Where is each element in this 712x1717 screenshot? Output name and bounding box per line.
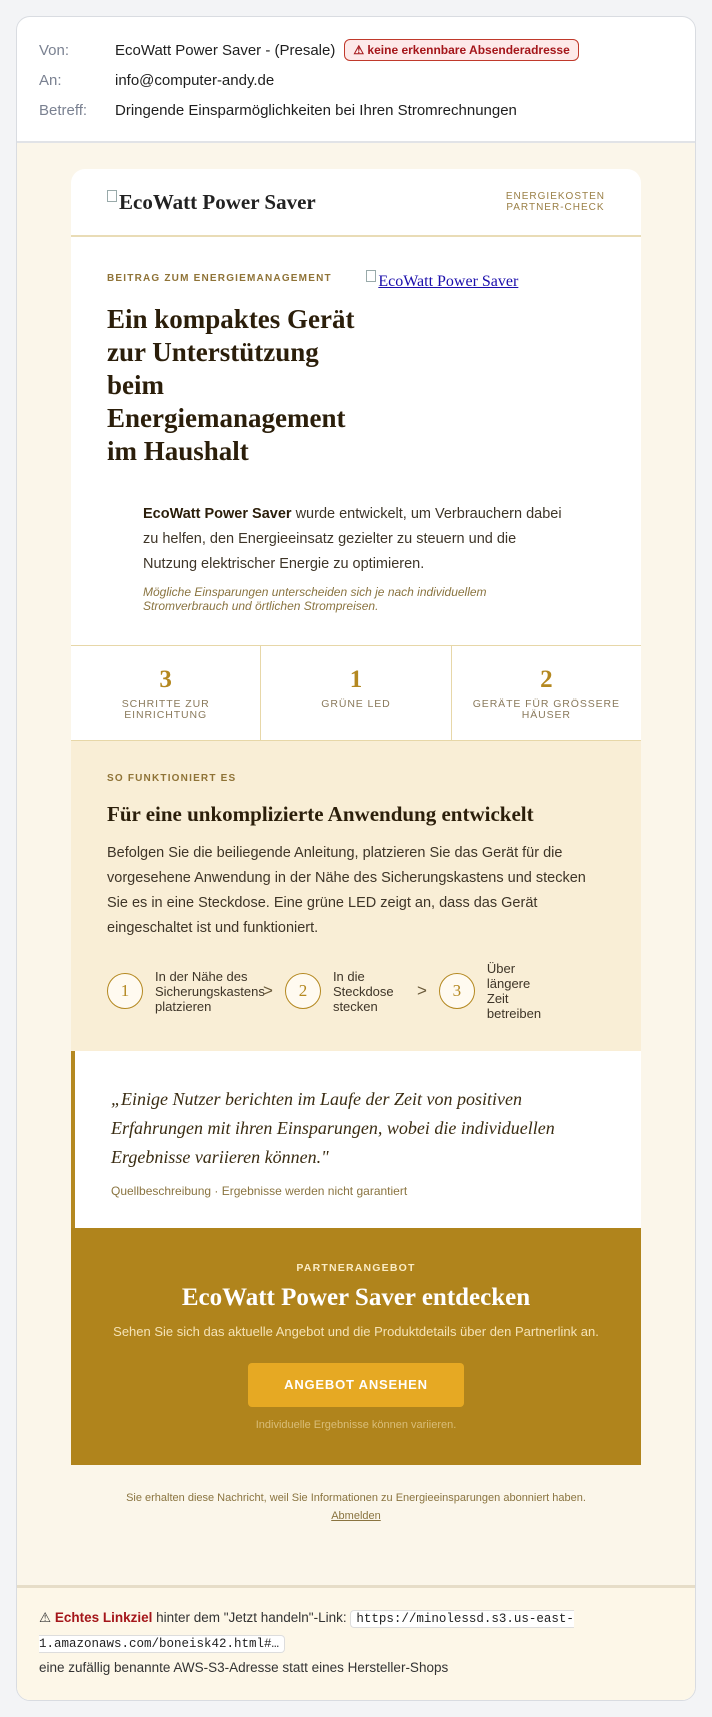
from-value: EcoWatt Power Saver - (Presale)	[115, 41, 336, 59]
step-number: 2	[285, 973, 321, 1009]
cta-eyebrow: PARTNERANGEBOT	[296, 1262, 416, 1274]
stat-number: 2	[540, 666, 553, 693]
stat-item	[71, 646, 261, 740]
steps-row	[107, 961, 605, 1021]
stat-item	[261, 646, 451, 740]
subject-value: Dringende Einsparmöglichkeiten bei Ihren Stromrechnungen	[115, 101, 517, 119]
from-label: Von:	[39, 41, 70, 59]
sender-warning-badge: ⚠ keine erkennbare Absenderadresse	[344, 39, 578, 61]
warning-icon: ⚠	[39, 1610, 52, 1625]
how-title: Für eine unkomplizierte Anwendung entwickelt	[107, 802, 534, 826]
warning-explanation: eine zufällig benannte AWS-S3-Adresse statt eines Hersteller-Shops	[39, 1660, 449, 1675]
real-link-url: https://minolessd.s3.us-east-1.amazonaws.com/boneisk42.html#…	[39, 1612, 574, 1651]
warning-bold: Echtes Linkziel	[54, 1610, 153, 1625]
email-footer	[71, 1465, 641, 1525]
how-eyebrow: SO FUNKTIONIERT ES	[107, 773, 237, 784]
partner-tag-line1: ENERGIEKOSTEN	[505, 191, 605, 202]
testimonial-quote	[71, 1051, 641, 1228]
brand-logo	[107, 190, 316, 215]
broken-image-icon	[366, 270, 376, 282]
step-item	[107, 968, 265, 1014]
step-item	[439, 961, 551, 1021]
subject-label: Betreff:	[39, 101, 88, 119]
broken-image-icon	[107, 190, 117, 202]
step-text: In der Nähe des Sicherungskastens platzieren	[155, 968, 265, 1014]
warning-text: hinter dem "Jetzt handeln"-Link:	[152, 1610, 351, 1625]
stat-number: 3	[159, 666, 172, 693]
how-text: Befolgen Sie die beiliegende Anleitung, platzieren Sie das Gerät für die vorgesehene Anwendung in der Nähe des Sicherungskastens und stecken Sie es in eine Steckdose. Eine grüne LED zeigt an, dass das Gerät eingeschaltet ist und funktioniert.	[107, 845, 586, 936]
cta-note: Individuelle Ergebnisse können variieren.	[255, 1419, 457, 1431]
hero-image-alt: EcoWatt Power Saver	[378, 273, 519, 290]
subject-row	[39, 95, 673, 125]
intro-paragraph	[143, 502, 569, 577]
to-label: An:	[39, 71, 62, 89]
stat-label: GERÄTE FÜR GRÖSSERE HÄUSER	[472, 698, 620, 721]
brand-logo-alt: EcoWatt Power Saver	[119, 189, 316, 214]
step-text: In die Steckdose stecken	[332, 968, 394, 1014]
step-arrow: >	[263, 981, 273, 1000]
stat-label: SCHRITTE ZUR EINRICHTUNG	[121, 698, 210, 721]
intro-disclaimer: Mögliche Einsparungen unterscheiden sich je nach individuellem Stromverbrauch und örtlichen Strompreisen.	[143, 585, 487, 613]
step-item	[285, 969, 405, 1014]
hero-eyebrow: BEITRAG ZUM ENERGIEMANAGEMENT	[107, 273, 332, 284]
stat-number: 1	[349, 666, 363, 693]
stat-label: GRÜNE LED	[321, 698, 391, 710]
step-number: 1	[107, 973, 143, 1009]
brand-bar	[71, 169, 641, 237]
step-text: Über längere Zeit betreiben	[486, 961, 542, 1021]
partner-tag	[506, 191, 605, 213]
view-offer-button[interactable]: ANGEBOT ANSEHEN	[248, 1363, 464, 1407]
quote-text: „Einige Nutzer berichten im Laufe der Zeit von positiven Erfahrungen mit ihren Einsparungen, wobei die individuellen Ergebnisse variieren können."	[111, 1089, 555, 1167]
step-arrow: >	[416, 981, 427, 1000]
email-viewer	[16, 16, 696, 1701]
stats-row	[71, 645, 641, 741]
hero-title: Ein kompaktes Gerät zur Unterstützung beim Energiemanagement im Haushalt	[107, 304, 355, 466]
intro-brand: EcoWatt Power Saver	[143, 506, 292, 522]
partner-tag-line2: PARTNER-CHECK	[506, 202, 605, 213]
to-row	[39, 65, 673, 95]
email-body	[17, 143, 695, 1585]
footer-text: Sie erhalten diese Nachricht, weil Sie Informationen zu Energieeinsparungen abonniert haben.	[126, 1492, 586, 1504]
how-it-works-section	[71, 741, 641, 1051]
link-warning-box	[17, 1585, 695, 1700]
from-row	[39, 35, 673, 65]
cta-subtitle: Sehen Sie sich das aktuelle Angebot und die Produktdetails über den Partnerlink an.	[113, 1324, 599, 1339]
newsletter-card	[71, 169, 641, 1465]
quote-source: Quellbeschreibung · Ergebnisse werden nicht garantiert	[111, 1184, 408, 1198]
stat-item	[452, 646, 641, 740]
to-value: info@computer-andy.de	[115, 71, 275, 89]
hero-image-link[interactable]	[366, 273, 605, 291]
hero-section	[71, 237, 641, 468]
email-header	[17, 17, 695, 143]
intro-section	[71, 468, 641, 645]
cta-section	[71, 1228, 641, 1465]
unsubscribe-link[interactable]: Abmelden	[331, 1510, 381, 1522]
cta-title: EcoWatt Power Saver entdecken	[181, 1284, 531, 1311]
step-number: 3	[439, 973, 475, 1009]
intro-text: wurde entwickelt, um Verbrauchern dabei zu helfen, den Energieeinsatz gezielter zu steuern und die Nutzung elektrischer Energie zu optimieren.	[143, 506, 562, 572]
